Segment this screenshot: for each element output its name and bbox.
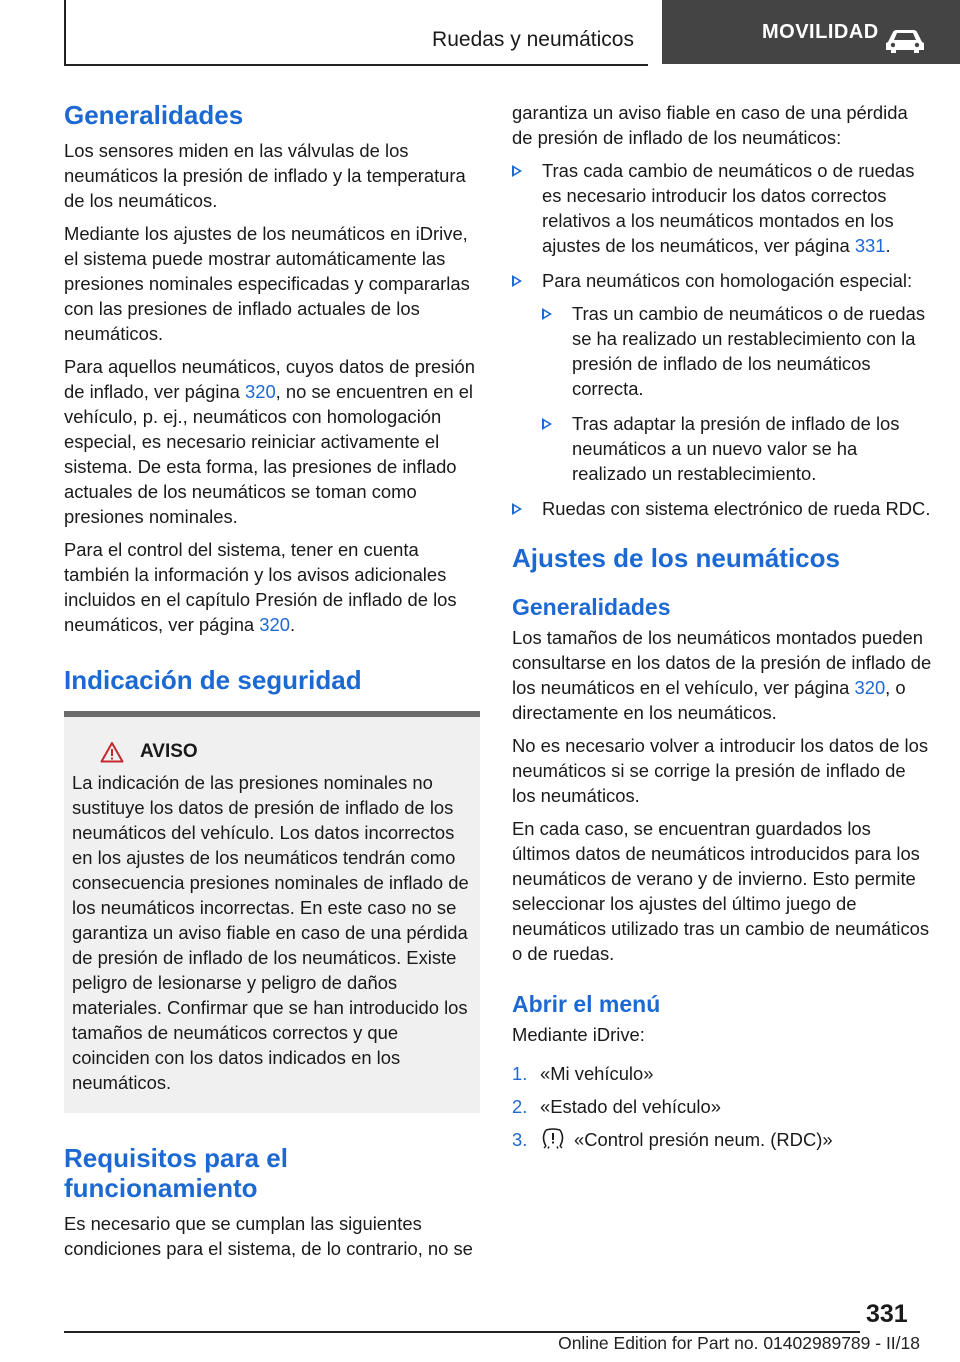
header-rule-left xyxy=(64,0,66,66)
page-number: 331 xyxy=(866,1300,908,1328)
page-link[interactable]: 320 xyxy=(854,677,886,698)
heading-open-menu: Abrir el menú xyxy=(512,991,661,1017)
list-item: Ruedas con sistema electrónico de rueda RDC. xyxy=(512,496,932,521)
paragraph: Los sensores miden en las válvulas de los neumáticos la presión de inflado y la temperatura de los neumáticos. xyxy=(64,140,466,211)
paragraph: Mediante los ajustes de los neumáticos en iDrive, el sistema puede mostrar automáticamente las presiones nominales especificadas y compararlas con las presiones de inflado actuales de los neumáticos. xyxy=(64,223,470,344)
warning-title xyxy=(72,739,470,764)
warning-title-text: AVISO xyxy=(140,741,198,762)
page-link[interactable]: 320 xyxy=(244,381,276,402)
header-section-title: Ruedas y neumáticos xyxy=(432,28,634,51)
chapter-tab-label: MOVILIDAD xyxy=(762,20,879,43)
list-item: Para neumáticos con homologación especial: Tras un cambio de neumáticos o de ruedas se ha realizado un restablecimiento con la presión de inflado de los neumáticos correcta. Tras adaptar la presión de inflado de los neumáticos a un nuevo valor se ha realizado un restablecimiento. xyxy=(512,268,932,486)
heading-safety: Indicación de seguridad xyxy=(64,665,362,695)
car-icon xyxy=(884,28,926,54)
header-rule-bottom xyxy=(64,64,648,66)
paragraph: Mediante iDrive: xyxy=(512,1024,645,1045)
step-item: 1. «Mi vehículo» xyxy=(512,1063,654,1084)
paragraph: No es necesario volver a introducir los datos de los neumáticos si se corrige la presión de inflado de los neumáticos. xyxy=(512,735,929,806)
heading-tire-settings: Ajustes de los neumáticos xyxy=(512,543,840,573)
step-item: 3. «Control presión neum. (RDC)» xyxy=(512,1129,833,1150)
sub-list xyxy=(542,301,932,486)
list-item: Tras cada cambio de neumáticos o de ruedas es necesario introducir los datos correctos relativos a los neumáticos montados en los ajustes de los neumáticos, ver página 331. xyxy=(512,158,932,258)
heading-generalidades: Generalidades xyxy=(64,100,244,130)
paragraph: En cada caso, se encuentran guardados los últimos datos de neumáticos introducidos para los neumáticos de verano y de invierno. Esto permite seleccionar los ajustes del último juego de neumáticos utilizado tras un cambio de neumáticos o de ruedas. xyxy=(512,818,930,964)
heading-generalidades-2: Generalidades xyxy=(512,594,671,620)
step-item: 2. «Estado del vehículo» xyxy=(512,1096,721,1117)
paragraph: Para el control del sistema, tener en cuenta también la información y los avisos adicionales incluidos en el capítulo Presión de inflado de los neumáticos, ver página 320. xyxy=(64,539,457,635)
list-item: Tras un cambio de neumáticos o de ruedas se ha realizado un restablecimiento con la presión de inflado de los neumáticos correcta. xyxy=(542,301,932,401)
right-column xyxy=(512,100,932,1160)
paragraph: Para aquellos neumáticos, cuyos datos de presión de inflado, ver página 320, no se encuentren en el vehículo, p. ej., neumáticos con homologación especial, es necesario reiniciar activamente el sistema. De esta forma, las presiones de inflado actuales de los neumáticos se toman como presiones nominales. xyxy=(64,356,475,527)
warning-box xyxy=(64,717,480,1113)
heading-requirements: Requisitos para el funcionamiento xyxy=(64,1143,288,1203)
tire-pressure-warning-icon xyxy=(540,1127,566,1149)
menu-steps xyxy=(512,1061,932,1152)
paragraph: Los tamaños de los neumáticos montados pueden consultarse en los datos de la presión de inflado de los neumáticos en el vehículo, ver página 320, o directamente en los neumáticos. xyxy=(512,627,932,723)
page-link[interactable]: 320 xyxy=(259,614,290,635)
paragraph: Es necesario que se cumplan las siguientes condiciones para el sistema, de lo contrario, no se xyxy=(64,1213,473,1259)
list-item: Tras adaptar la presión de inflado de los neumáticos a un nuevo valor se ha realizado un restablecimiento. xyxy=(542,411,932,486)
requirements-list xyxy=(512,158,932,521)
page-link[interactable]: 331 xyxy=(854,235,886,256)
warning-text: La indicación de las presiones nominales no sustituye los datos de presión de inflado de los neumáticos del vehículo. Los datos incorrectos en los ajustes de los neumáticos tendrán como consecuencia presiones nominales de inflado de los neumáticos incorrectas. En este caso no se garantiza un aviso fiable en caso de una pérdida de presión de inflado de los neumáticos. Existe peligro de lesionarse y peligro de daños materiales. Confirmar que se han introducido los tamaños de neumáticos correctos y que coinciden con los datos indicados en los neumáticos. xyxy=(72,772,469,1093)
warning-triangle-icon xyxy=(100,741,124,763)
left-column xyxy=(64,100,480,1269)
footer-edition: Online Edition for Part no. 01402989789 - II/18 xyxy=(558,1333,920,1353)
paragraph: garantiza un aviso fiable en caso de una pérdida de presión de inflado de los neumáticos: xyxy=(512,102,908,148)
